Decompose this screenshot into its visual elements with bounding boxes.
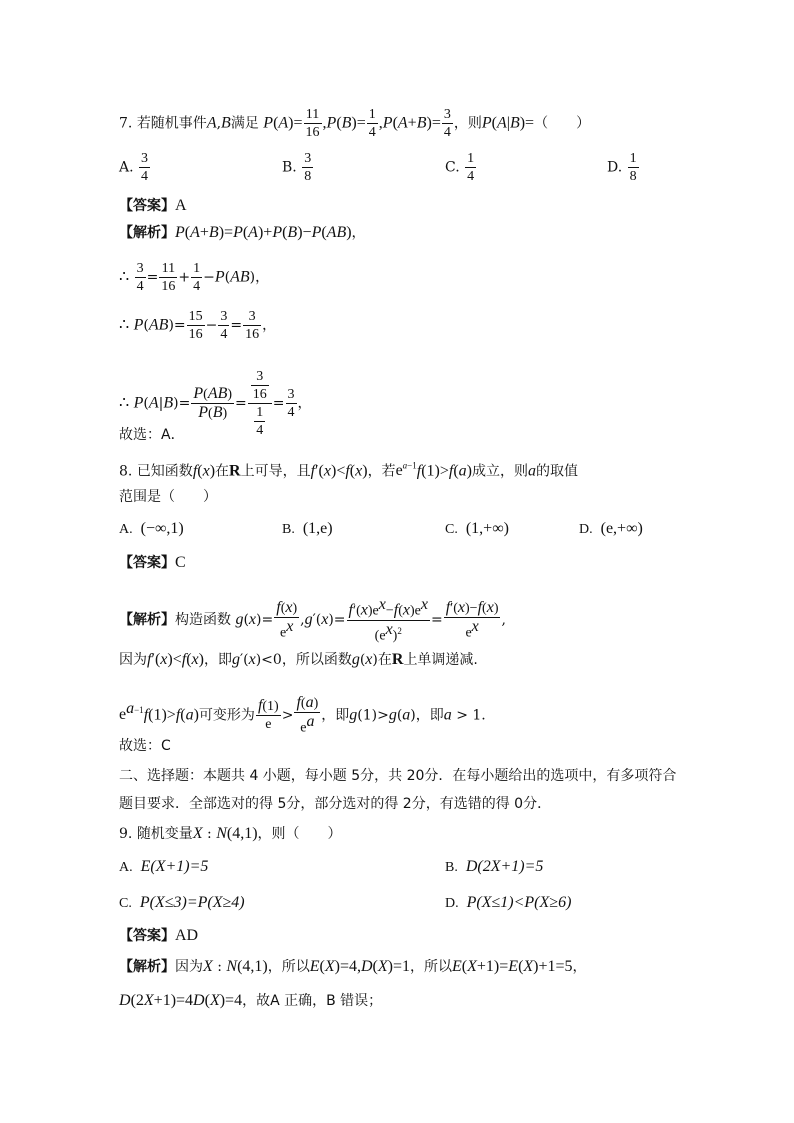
q7-analysis-line-2: ∴ $\frac{3}{4}$ = $\frac{11}{16}$ + $\frac{1}{4}$ −P(AB)， [119, 261, 270, 294]
q8-analysis-line-1: 【解析】构造函数 g(x)= $\frac{f(x)}{e^x}$ ,g′(x)= $\frac{f'(x)e^x-f(x)e^x}{(e^x)^2}$ = $\frac{f'(x)-f(x)}{e^x}$ , [119, 596, 506, 644]
q7-conclusion: 故选：A． [119, 427, 185, 443]
section2-line-2: 题目要求．全部选对的得 5分，部分选对的得 2分，有选错的得 0分． [119, 796, 552, 812]
q7-analysis-line-4: ∴ P(A|B)= $\frac{P(AB)}{P(B)}$ = $\frac{\frac{3}{16}}{\frac{1}{4}}$ = $\frac{3}{4}$ ， [119, 369, 312, 438]
q7-stem: 7. 若随机事件A,B满足 P(A)= $\frac{11}{16}$ ,P(B)= $\frac{1}{4}$ ,P(A+B)= $\frac{3}{4}$ ，则P(A|B)=（ ） [119, 107, 591, 140]
q7-analysis-line-1: 【解析】P(A+B)=P(A)+P(B)−P(AB)， [119, 224, 366, 241]
q8-option-a[interactable]: A. (−∞,1) [119, 520, 184, 537]
q9-stem: 9. 随机变量X : N(4,1)，则（ ） [119, 825, 342, 842]
q9-option-a[interactable]: A. E(X+1)=5 [119, 858, 209, 875]
q7-answer: 【答案】A [119, 197, 187, 214]
q9-answer: 【答案】AD [119, 927, 199, 944]
q9-option-b[interactable]: B. D(2X+1)=5 [445, 858, 544, 875]
q9-option-c[interactable]: C. P(X≤3)=P(X≥4) [119, 894, 245, 911]
q7-option-c[interactable]: C. $\frac{1}{4}$ [445, 151, 475, 184]
q8-stem-line-2: 范围是（ ） [119, 489, 217, 505]
q9-option-d[interactable]: D. P(X≤1)<P(X≥6) [445, 894, 572, 911]
q8-option-b[interactable]: B. (1,e) [282, 520, 333, 537]
q9-analysis-line-2: D(2X+1)=4D(X)=4，故A 正确，B 错误； [119, 992, 383, 1009]
q7-number: 7. [119, 115, 133, 132]
q7-option-b[interactable]: B. $\frac{3}{8}$ [282, 151, 312, 184]
q8-analysis-line-2: 因为f′(x)<f(x)，即g′(x)<0，所以函数g(x)在R上单调递减. [119, 651, 478, 668]
q8-option-c[interactable]: C. (1,+∞) [445, 520, 509, 537]
q8-stem-line-1: 8. 已知函数f(x)在R上可导，且f′(x)<f(x)，若$e^{a-1}f(1)>f(a)$成立，则a的取值 [119, 461, 578, 480]
section2-line-1: 二、选择题：本题共 4 小题，每小题 5分，共 20分．在每小题给出的选项中，有多项符合 [119, 768, 677, 784]
q7-analysis-line-3: ∴ P(AB)= $\frac{15}{16}$ − $\frac{3}{4}$ = $\frac{3}{16}$ ， [119, 309, 277, 342]
q7-option-d[interactable]: D. $\frac{1}{8}$ [607, 151, 637, 184]
q8-answer: 【答案】C [119, 554, 186, 571]
q9-analysis-line-1: 【解析】因为X : N(4,1)，所以E(X)=4,D(X)=1，所以E(X+1)=E(X)+1=5， [119, 958, 587, 975]
q7-option-a[interactable]: A. $\frac{3}{4}$ [119, 151, 149, 184]
q8-option-d[interactable]: D. (e,+∞) [579, 520, 643, 537]
q8-analysis-line-3: $e^{a-1}f(1)>f(a)$可变形为 $\frac{f(1)}{e}$ > $\frac{f(a)}{e^a}$ ，即g(1)>g(a)，即a > 1. [119, 694, 486, 736]
q8-conclusion: 故选：C [119, 738, 171, 754]
